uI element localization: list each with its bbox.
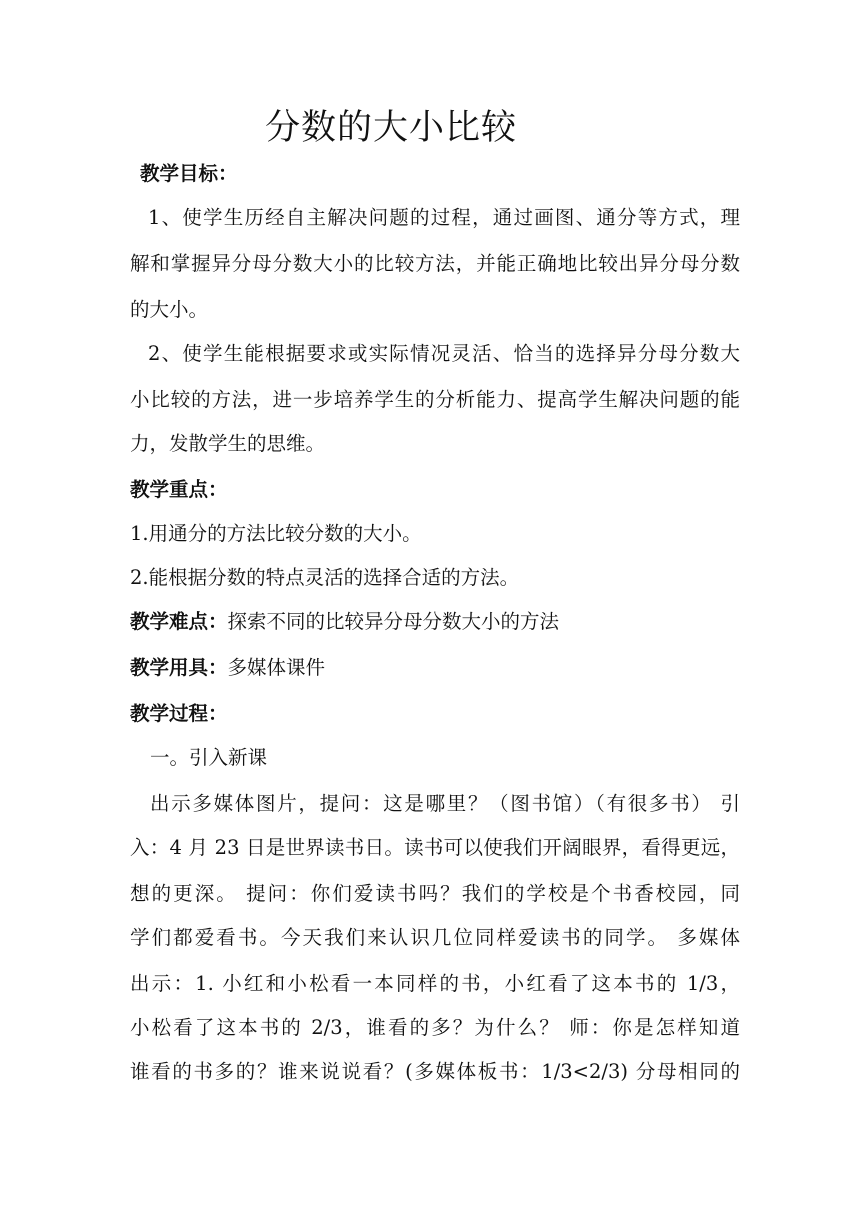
key-points-heading: 教学重点：	[130, 478, 228, 501]
objective-2-line-3: 力，发散学生的思维。	[130, 432, 326, 455]
process-line-1: 出示多媒体图片，提问：这是哪里？（图书馆）（有很多书） 引	[150, 792, 740, 815]
key-point-2: 2.能根据分数的特点灵活的选择合适的方法。	[130, 566, 520, 589]
document-title: 分数的大小比较	[264, 108, 517, 148]
process-line-6: 小松看了这本书的 2/3，谁看的多？为什么？ 师：你是怎样知道	[130, 1016, 740, 1039]
key-point-1: 1.用通分的方法比较分数的大小。	[130, 522, 422, 545]
objectives-heading: 教学目标：	[140, 162, 238, 185]
process-line-5: 出示：1. 小红和小松看一本同样的书，小红看了这本书的 1/3，	[130, 972, 740, 995]
objective-1-line-3: 的大小。	[130, 298, 209, 321]
difficulty-row	[130, 608, 740, 636]
difficulty-label: 教学难点：	[130, 610, 228, 633]
process-line-7: 谁看的书多的？谁来说说看？(多媒体板书：1/3<2/3) 分母相同的	[130, 1060, 740, 1083]
objective-2-line-1: 2、使学生能根据要求或实际情况灵活、恰当的选择异分母分数大	[148, 342, 740, 365]
process-line-3: 想的更深。 提问：你们爱读书吗？我们的学校是个书香校园，同	[130, 882, 740, 905]
section-1-heading: 一。引入新课	[150, 746, 268, 769]
objective-1-line-1: 1、使学生历经自主解决问题的过程，通过画图、通分等方式，理	[148, 206, 740, 229]
process-heading: 教学过程：	[130, 702, 228, 725]
tools-row	[130, 654, 740, 682]
process-line-4: 学们都爱看书。今天我们来认识几位同样爱读书的同学。 多媒体	[130, 926, 740, 949]
process-line-2: 入：4 月 23 日是世界读书日。读书可以使我们开阔眼界，看得更远，	[130, 836, 740, 859]
tools-text: 多媒体课件	[227, 656, 326, 679]
objective-1-line-2: 解和掌握异分母分数大小的比较方法，并能正确地比较出异分母分数	[130, 252, 740, 275]
objective-2-line-2: 小比较的方法，进一步培养学生的分析能力、提高学生解决问题的能	[130, 388, 740, 411]
tools-label: 教学用具：	[130, 656, 228, 679]
difficulty-text: 探索不同的比较异分母分数大小的方法	[227, 610, 560, 633]
